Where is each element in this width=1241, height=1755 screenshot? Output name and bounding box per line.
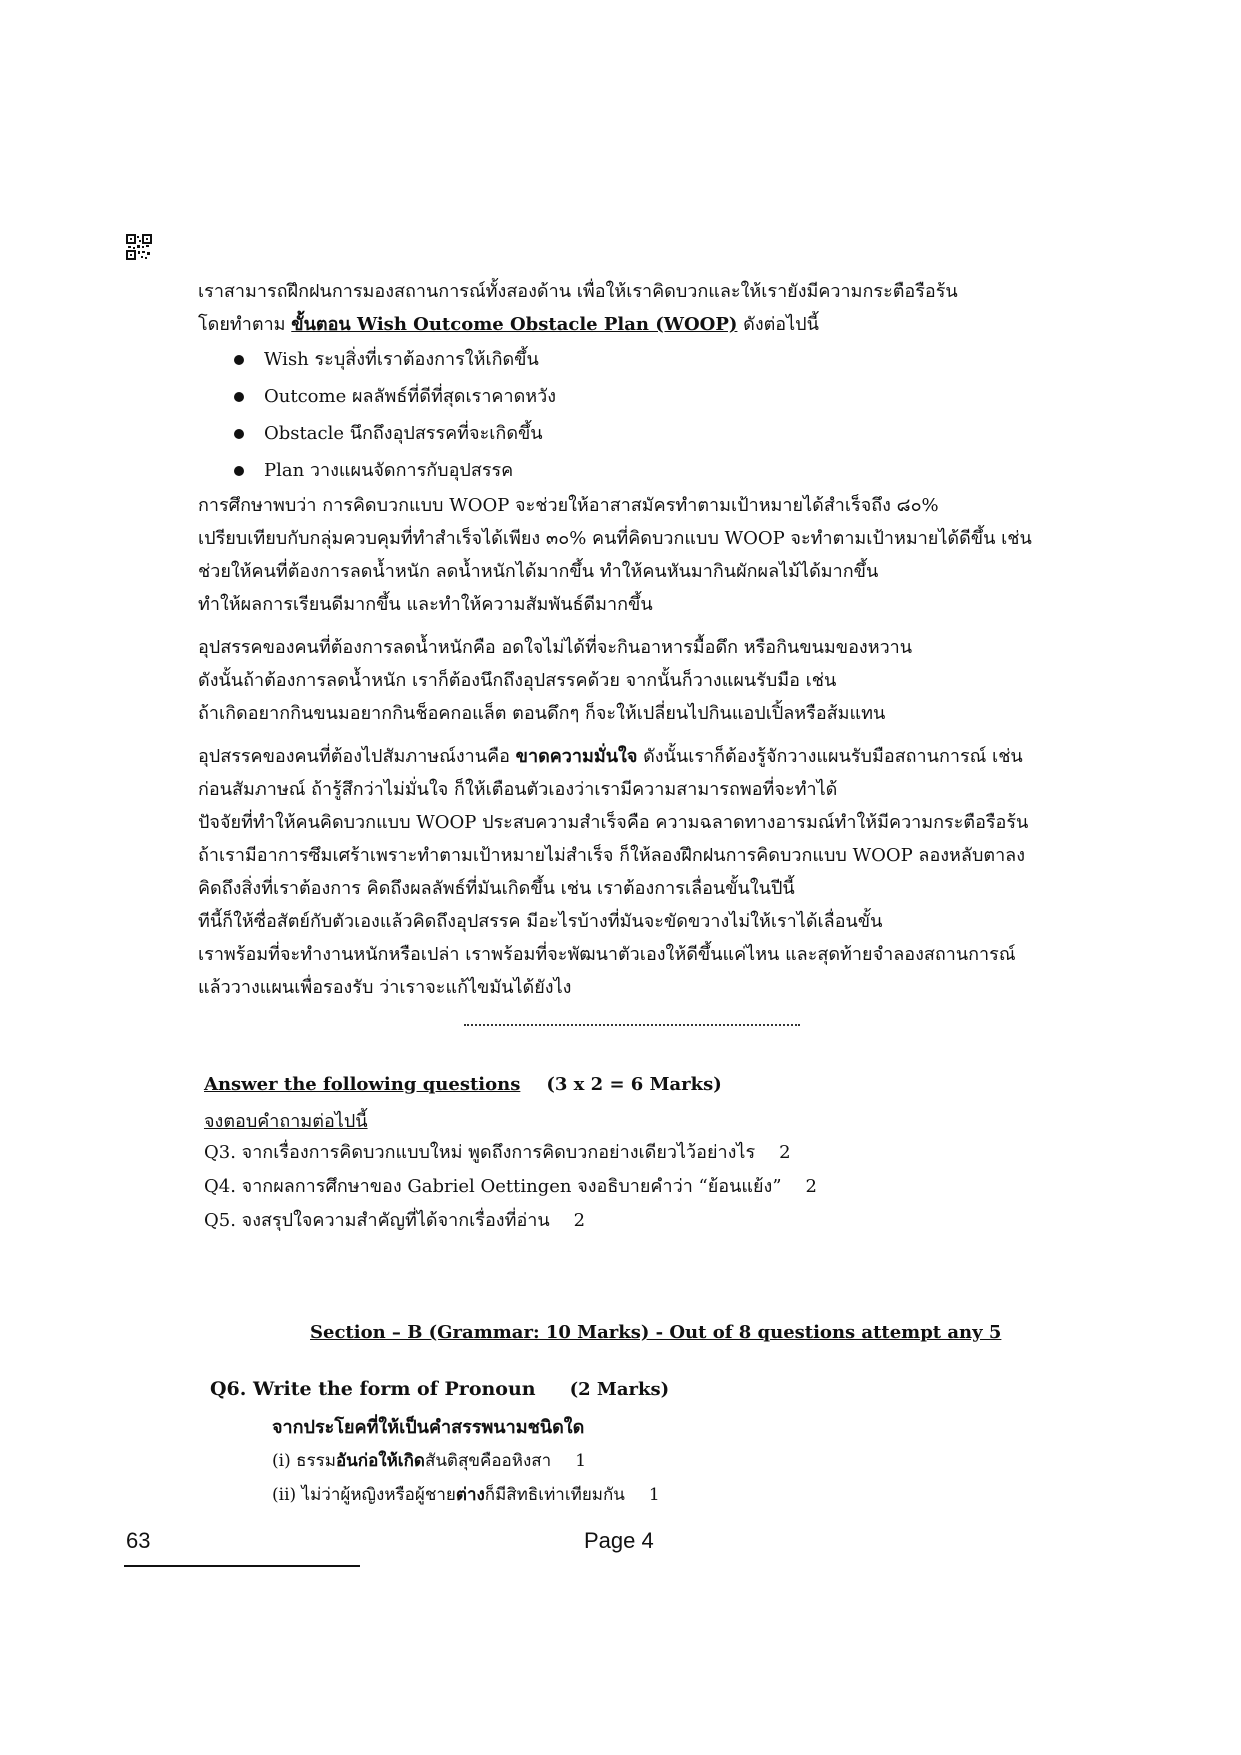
- passage-text: ดังนั้นเราก็ต้องรู้จักวางแผนรับมือสถานการณ์ เช่น: [637, 746, 1023, 767]
- woop-steps-heading: ขั้นตอน Wish Outcome Obstacle Plan (WOOP): [291, 314, 738, 335]
- question-mark: 2: [805, 1176, 817, 1197]
- q6-item-mark: 1: [575, 1451, 587, 1471]
- passage-text: อุปสรรคของคนที่ต้องไปสัมภาษณ์งานคือ: [198, 746, 516, 767]
- woop-item-text: Wish ระบุสิ่งที่เราต้องการให้เกิดขึ้น: [264, 349, 539, 370]
- passage-line: เปรียบเทียบกับกลุ่มควบคุมที่ทำสำเร็จได้เพียง ๓๐% คนที่คิดบวกแบบ WOOP จะทำตามเป้าหมายได้ดีขึ้น เช่น: [198, 528, 1032, 549]
- passage-line: เราพร้อมที่จะทำงานหนักหรือเปล่า เราพร้อมที่จะพัฒนาตัวเองให้ดีขึ้นแค่ไหน และสุดท้ายจำลองสถานการณ์: [198, 944, 1016, 965]
- passage-line: แล้ววางแผนเพื่อรองรับ ว่าเราจะแก้ไขมันได้ยังไง: [198, 977, 572, 998]
- question-text: Q4. จากผลการศึกษาของ Gabriel Oettingen จงอธิบายคำว่า “ย้อนแย้ง”: [204, 1176, 782, 1197]
- qr-code-icon: [126, 234, 152, 260]
- passage-line: ถ้าเรามีอาการซึมเศร้าเพราะทำตามเป้าหมายไม่สำเร็จ ก็ให้ลองฝึกฝนการคิดบวกแบบ WOOP ลองหลับตาลง: [198, 845, 1025, 866]
- woop-list: [198, 341, 1078, 489]
- passage-line: ปัจจัยที่ทำให้คนคิดบวกแบบ WOOP ประสบความสำเร็จคือ ความฉลาดทางอารมณ์ทำให้มีความกระตือรือร้น: [198, 812, 1029, 833]
- bullet-icon: [234, 392, 244, 402]
- q6-item-mark: 1: [648, 1485, 660, 1505]
- q6-item-label: (ii) ไม่ว่าผู้หญิงหรือผู้ชาย: [272, 1485, 456, 1505]
- passage-line: ดังนั้นถ้าต้องการลดน้ำหนัก เราก็ต้องนึกถึงอุปสรรคด้วย จากนั้นก็วางแผนรับมือ เช่น: [198, 670, 837, 691]
- woop-item-text: Obstacle นึกถึงอุปสรรคที่จะเกิดขึ้น: [264, 423, 543, 444]
- passage-line: อุปสรรคของคนที่ต้องการลดน้ำหนักคือ อดใจไม่ได้ที่จะกินอาหารมื้อดึก หรือกินขนมของหวาน: [198, 637, 913, 658]
- questions-subheading: จงตอบคำถามต่อไปนี้: [204, 1111, 368, 1132]
- bullet-icon: [234, 355, 244, 365]
- bullet-icon: [234, 466, 244, 476]
- passage-line: การศึกษาพบว่า การคิดบวกแบบ WOOP จะช่วยให้อาสาสมัครทำตามเป้าหมายได้สำเร็จถึง ๘๐%: [198, 495, 939, 516]
- q6-item: [272, 1444, 660, 1478]
- emphasis-text: ขาดความมั่นใจ: [515, 746, 638, 767]
- questions-heading: [204, 1074, 722, 1095]
- list-item: [234, 415, 1078, 452]
- question-item: [204, 1204, 817, 1238]
- q6-item-bold: ต่าง: [455, 1485, 485, 1505]
- woop-item-text: Outcome ผลลัพธ์ที่ดีที่สุดเราคาดหวัง: [264, 386, 557, 407]
- passage-line: [198, 308, 1078, 341]
- questions-title: Answer the following questions: [204, 1074, 521, 1095]
- dotted-divider: [464, 1024, 800, 1026]
- q6-item: [272, 1478, 660, 1512]
- q6-item-rest: ก็มีสิทธิเท่าเทียมกัน: [484, 1485, 625, 1505]
- list-item: [234, 378, 1078, 415]
- question-item: [204, 1136, 817, 1170]
- q6-subtitle: จากประโยคที่ให้เป็นคำสรรพนามชนิดใด: [272, 1417, 585, 1438]
- passage-line: เราสามารถฝึกฝนการมองสถานการณ์ทั้งสองด้าน เพื่อให้เราคิดบวกและให้เรายังมีความกระตือรือร้น: [198, 281, 958, 302]
- passage-line: คิดถึงสิ่งที่เราต้องการ คิดถึงผลลัพธ์ที่มันเกิดขึ้น เช่น เราต้องการเลื่อนขั้นในปีนี้: [198, 878, 795, 899]
- question-text: Q3. จากเรื่องการคิดบวกแบบใหม่ พูดถึงการคิดบวกอย่างเดียวไว้อย่างไร: [204, 1142, 756, 1163]
- passage-text: โดยทำตาม: [198, 314, 292, 335]
- q6-item-list: [272, 1444, 660, 1512]
- reading-passage: [198, 275, 1078, 1004]
- question-text: Q5. จงสรุปใจความสำคัญที่ได้จากเรื่องที่อ่าน: [204, 1210, 550, 1231]
- q6-item-label: (i) ธรรม: [272, 1451, 336, 1471]
- passage-line: ทำให้ผลการเรียนดีมากขึ้น และทำให้ความสัมพันธ์ดีมากขึ้น: [198, 594, 653, 615]
- q6-heading: [210, 1378, 669, 1400]
- q6-item-rest: สันติสุขคืออหิงสา: [424, 1451, 552, 1471]
- footer-rule: [124, 1565, 360, 1567]
- passage-line: ก่อนสัมภาษณ์ ถ้ารู้สึกว่าไม่มั่นใจ ก็ให้เตือนตัวเองว่าเรามีความสามารถพอที่จะทำได้: [198, 779, 838, 800]
- q6-marks: (2 Marks): [569, 1379, 670, 1400]
- passage-line: [198, 740, 1078, 773]
- q6-item-bold: อันก่อให้เกิด: [335, 1451, 425, 1471]
- list-item: [234, 452, 1078, 489]
- passage-line: ถ้าเกิดอยากกินขนมอยากกินช็อคกอแล็ต ตอนดึกๆ ก็จะให้เปลี่ยนไปกินแอปเปิ้ลหรือส้มแทน: [198, 703, 886, 724]
- footer-code: 63: [126, 1528, 151, 1553]
- woop-item-text: Plan วางแผนจัดการกับอุปสรรค: [264, 460, 514, 481]
- question-list: [204, 1136, 817, 1238]
- question-item: [204, 1170, 817, 1204]
- passage-text: ดังต่อไปนี้: [737, 314, 819, 335]
- passage-line: ทีนี้ก็ให้ซื่อสัตย์กับตัวเองแล้วคิดถึงอุปสรรค มีอะไรบ้างที่มันจะขัดขวางไม่ให้เราได้เลื่อนขั้น: [198, 911, 883, 932]
- section-b-heading: Section – B (Grammar: 10 Marks) - Out of 8 questions attempt any 5: [310, 1322, 1002, 1343]
- bullet-icon: [234, 429, 244, 439]
- question-mark: 2: [779, 1142, 791, 1163]
- question-mark: 2: [573, 1210, 586, 1231]
- list-item: [234, 341, 1078, 378]
- questions-marks: (3 x 2 = 6 Marks): [546, 1074, 722, 1095]
- passage-line: ช่วยให้คนที่ต้องการลดน้ำหนัก ลดน้ำหนักได้มากขึ้น ทำให้คนหันมากินผักผลไม้ได้มากขึ้น: [198, 561, 879, 582]
- q6-title: Q6. Write the form of Pronoun: [210, 1378, 536, 1400]
- page-number: Page 4: [584, 1528, 654, 1553]
